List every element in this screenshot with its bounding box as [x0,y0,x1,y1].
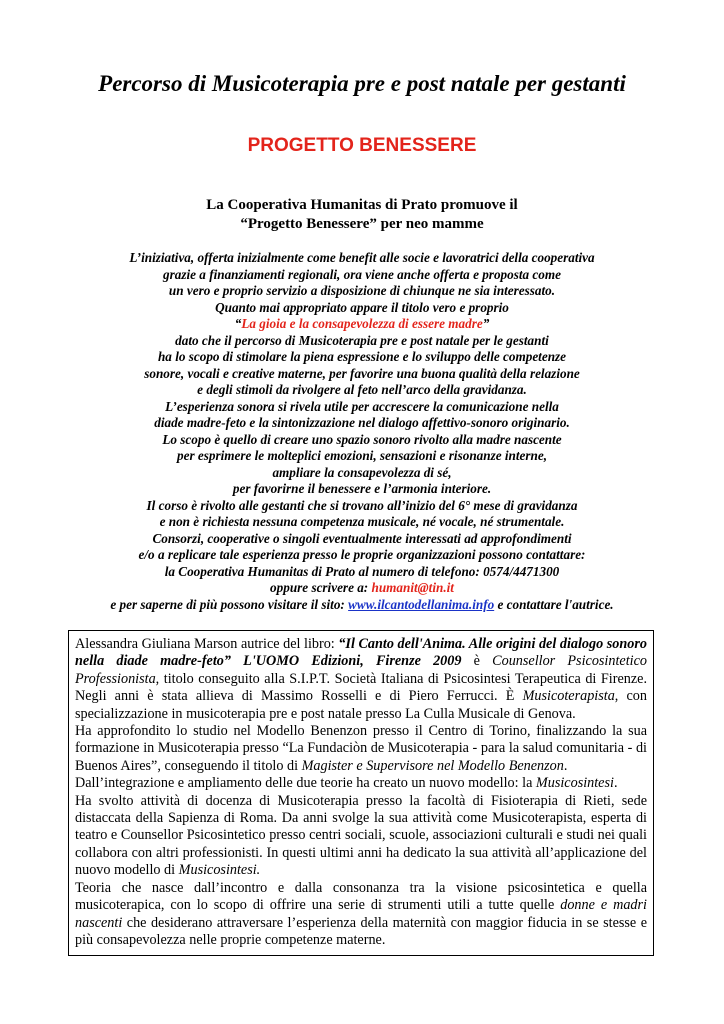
website-suffix: e contattare l'autrice. [494,596,614,612]
bio-model: Musicosintesi. [178,862,261,879]
bio-text: è [461,653,493,670]
quote-close: ” [482,316,490,331]
body-line: Quanto mai appropriato appare il titolo vero e proprio [215,299,509,315]
body-line-phone: la Cooperativa Humanitas di Prato al numero di telefono: 0574/4471300 [164,563,560,579]
body-line: Il corso è rivolto alle gestanti che si trovano all’inizio del 6° mese di gravidanza [146,497,578,513]
bio-role: Counsellor Psicosintetico Professionista [75,653,647,687]
document-title: Percorso di Musicoterapia pre e post natale per gestanti [98,71,626,96]
body-line: e degli stimoli da rivolgere al feto nell’arco della gravidanza. [197,382,527,397]
author-bio-box [68,630,654,956]
intro-line-1: La Cooperativa Humanitas di Prato promuove il [206,197,518,213]
body-line: L’esperienza sonora si rivela utile per accrescere la comunicazione nella [165,398,559,414]
body-line: Consorzi, cooperative o singoli eventualmente interessati ad approfondimenti [152,530,572,546]
body-line: diade madre-feto e la sintonizzazione nel dialogo affettivo-sonoro originario. [154,415,570,430]
bio-text: , titolo conseguito alla S.I.P.T. Società Italiana di Psicosintesi Terapeutica di Firenze. Negli anni è stata allieva di Massimo Rosselli e di Piero Ferrucci. È [75,670,647,705]
quoted-title: La gioia e la consapevolezza di essere madre [241,316,483,331]
bio-paragraph [75,723,647,775]
bio-emphasis: donne e madri nascenti [75,897,647,931]
bio-text: Alessandra Giuliana Marson autrice del libro: [75,636,339,652]
body-line: e non è richiesta nessuna competenza musicale, né vocale, né strumentale. [159,514,565,529]
body-line-website [40,597,684,614]
bio-paragraph [75,880,647,950]
bio-text: Ha svolto attività di docenza di Musicoterapia presso la facoltà di Fisioterapia di Rieti, sede distaccata della Sapienza di Roma. Da anni svolge la sua attività come Musicoterapista, esperta di teatro e Counsellor Psicosintetico presso centri sociali, scuole, associazioni culturali e studi nei quali collabora con altri professionisti. In questi ultimi anni ha dedicato la sua attività all’applicazione del nuovo modello di [75,792,647,879]
body-line: per esprimere le molteplici emozioni, sensazioni e risonanze interne, [177,448,547,463]
bio-text: , con specializzazione in musicoterapia pre e post natale presso La Culla Musicale di Genova. [75,688,647,722]
website-prefix: e per saperne di più possono visitare il sito: [110,596,349,612]
bio-text: Teoria che nasce dall’incontro e dalla consonanza tra la visione psicosintetica e quella musicoterapica, con lo scopo di offrire una serie di strumenti utili a tutte quelle [75,879,647,914]
body-line: L’iniziativa, offerta inizialmente come benefit alle socie e lavoratrici della cooperativa [129,250,595,265]
bio-paragraph [75,793,647,880]
body-line: ha lo scopo di stimolare la piena espressione e lo sviluppo delle competenze [157,349,567,364]
bio-music-role: Musicoterapista [522,688,615,705]
bio-text: Ha approfondito lo studio nel Modello Benenzon presso il Centro di Torino, finalizzando la sua formazione in Musicoterapia presso “La Fundaciòn de Musicoterapia - para la salud comunitaria - di Buenos Aires”, conseguendo il titolo di [75,723,647,774]
email-prefix: oppure scrivere a: [270,580,372,595]
body-line: dato che il percorso di Musicoterapia pre e post natale per le gestanti [175,332,549,348]
body-line: per favorirne il benessere e l’armonia interiore. [232,481,492,496]
bio-text: . [613,775,618,792]
intro-block [40,196,684,234]
description-block [40,250,684,613]
body-line: grazie a finanziamenti regionali, ora viene anche offerta e proposta come [163,266,561,282]
body-line-email [40,580,684,597]
bio-paragraph [75,636,647,723]
bio-model: Musicosintesi [535,775,614,792]
bio-text: Dall’integrazione e ampliamento delle due teorie ha creato un nuovo modello: la [75,775,536,792]
bio-degree: Magister e Supervisore nel Modello Benenzon [301,757,564,774]
email-address[interactable]: humanit@tin.it [371,580,454,595]
bio-paragraph [75,775,647,792]
intro-line-2: “Progetto Benessere” per neo mamme [240,216,484,232]
body-line: sonore, vocali e creative materne, per favorire una buona qualità della relazione [144,365,580,381]
bio-text: che desiderano attraversare l’esperienza della maternità con maggior fiducia in se stesse e più consapevolezza nelle proprie competenze materne. [75,914,647,948]
quote-open: “ [234,316,242,331]
body-line: Lo scopo è quello di creare uno spazio sonoro rivolto alla madre nascente [162,431,562,447]
website-link[interactable]: www.ilcantodellanima.info [348,596,495,612]
book-title: “Il Canto dell'Anima. Alle origini del dialogo sonoro nella diade madre-feto” L'UOMO Edizioni, Firenze 2009 [75,636,647,670]
body-line: ampliare la consapevolezza di sé, [272,464,452,480]
body-line: e/o a replicare tale esperienza presso le proprie organizzazioni possono contattare: [138,547,586,562]
body-line-quote [40,316,684,333]
bio-text: . [563,757,568,774]
body-line: un vero e proprio servizio a disposizione di chiunque ne sia interessato. [168,283,556,298]
project-heading: PROGETTO BENESSERE [247,135,477,156]
